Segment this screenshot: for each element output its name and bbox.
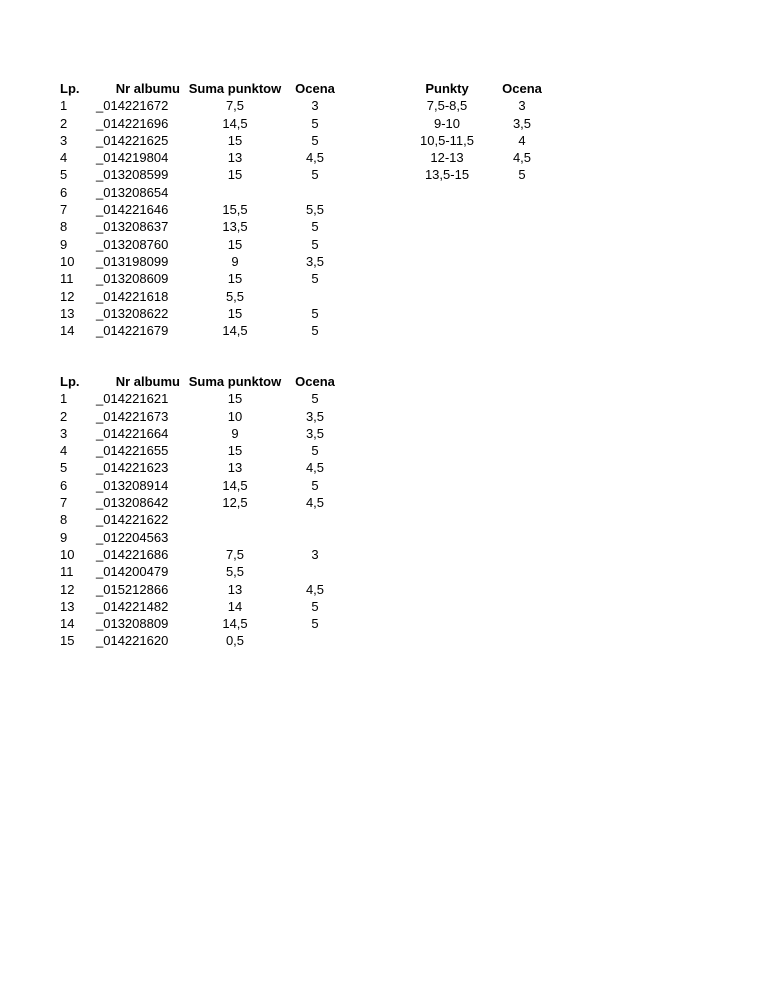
cell-nr-albumu: _012204563: [96, 529, 169, 545]
cell-lp: 2: [60, 115, 68, 131]
cell-suma-punktow: [180, 529, 290, 546]
cell-suma-punktow: 15: [227, 167, 243, 183]
results-table-2: [60, 373, 340, 650]
cell-ocena: [290, 511, 340, 528]
cell-nr-albumu: _013208599: [96, 167, 169, 183]
table-row: [60, 236, 340, 253]
cell-ocena: 3,5: [512, 115, 532, 131]
cell-suma-punktow: 15: [227, 271, 243, 287]
table-row: [60, 270, 340, 287]
cell-nr-albumu: _014221625: [96, 132, 169, 148]
cell-suma-punktow: 14,5: [222, 115, 248, 131]
cell-nr-albumu: _015212866: [96, 581, 169, 597]
cell-nr-albumu: _014221621: [96, 391, 169, 407]
cell-nr-albumu: _014221664: [96, 425, 169, 441]
cell-nr-albumu: _014221646: [96, 202, 169, 218]
header-suma-punktow: Suma punktow: [188, 374, 282, 389]
cell-nr-albumu: _014221618: [96, 288, 169, 304]
table-row: [60, 97, 340, 114]
cell-suma-punktow: 7,5: [225, 546, 245, 562]
cell-ocena: 5: [311, 219, 319, 235]
table-row: [60, 184, 340, 201]
cell-ocena: [290, 184, 340, 201]
cell-ocena: 4,5: [512, 150, 532, 166]
cell-lp: 9: [60, 529, 68, 545]
cell-punkty: 13,5-15: [424, 167, 470, 183]
cell-suma-punktow: 5,5: [225, 564, 245, 580]
cell-lp: 3: [60, 132, 68, 148]
cell-nr-albumu: _013208914: [96, 477, 169, 493]
cell-nr-albumu: _014221696: [96, 115, 169, 131]
cell-suma-punktow: 13,5: [222, 219, 248, 235]
cell-lp: 1: [60, 98, 68, 114]
header-ocena: Ocena: [295, 81, 335, 96]
table-header-row: [397, 80, 547, 97]
cell-suma-punktow: 15: [227, 391, 243, 407]
header-punkty: Punkty: [425, 81, 469, 96]
table-row: [60, 442, 340, 459]
cell-ocena: [290, 563, 340, 580]
cell-nr-albumu: _014200479: [96, 564, 169, 580]
header-suma-punktow: Suma punktow: [188, 81, 282, 96]
cell-punkty: 10,5-11,5: [420, 132, 474, 148]
cell-lp: 8: [60, 512, 68, 528]
table-row: [60, 218, 340, 235]
cell-nr-albumu: _014221686: [96, 546, 169, 562]
cell-suma-punktow: 9: [231, 253, 239, 269]
cell-ocena: 5: [311, 115, 319, 131]
cell-nr-albumu: _014221673: [96, 408, 169, 424]
table-row: [60, 632, 340, 649]
cell-lp: 1: [60, 391, 68, 407]
header-ocena: Ocena: [502, 81, 542, 96]
cell-ocena: 4,5: [305, 150, 325, 166]
cell-ocena: 5,5: [305, 202, 325, 218]
cell-nr-albumu: _014221482: [96, 598, 169, 614]
cell-nr-albumu: _013208642: [96, 495, 169, 511]
cell-suma-punktow: 15: [227, 443, 243, 459]
cell-suma-punktow: [180, 184, 290, 201]
cell-lp: 13: [60, 598, 75, 614]
header-lp: Lp.: [60, 374, 80, 389]
table-row: [60, 511, 340, 528]
table-row: [60, 598, 340, 615]
table-row: [60, 615, 340, 632]
cell-lp: 6: [60, 184, 68, 200]
table-header-row: [60, 373, 340, 390]
table-row: [60, 305, 340, 322]
cell-nr-albumu: _014221620: [96, 633, 169, 649]
table-body: [60, 390, 340, 649]
cell-lp: 3: [60, 425, 68, 441]
table-row: [60, 253, 340, 270]
cell-lp: 13: [60, 305, 75, 321]
table-row: [60, 477, 340, 494]
cell-nr-albumu: _013208609: [96, 271, 169, 287]
table-row: [60, 581, 340, 598]
cell-nr-albumu: _014221623: [96, 460, 169, 476]
cell-lp: 14: [60, 616, 75, 632]
cell-lp: 11: [60, 271, 74, 287]
cell-suma-punktow: 10: [227, 408, 243, 424]
cell-ocena: 5: [311, 598, 319, 614]
table-row: [397, 115, 547, 132]
cell-punkty: 7,5-8,5: [426, 98, 468, 114]
cell-ocena: 4,5: [305, 581, 325, 597]
cell-suma-punktow: 13: [227, 460, 243, 476]
table-row: [60, 546, 340, 563]
cell-ocena: 5: [311, 616, 319, 632]
cell-ocena: 5: [311, 323, 319, 339]
table-row: [60, 494, 340, 511]
cell-lp: 9: [60, 236, 68, 252]
cell-suma-punktow: 14,5: [222, 477, 248, 493]
table-row: [60, 425, 340, 442]
table-header-row: [60, 80, 340, 97]
cell-ocena: 4,5: [305, 495, 325, 511]
cell-ocena: 5: [311, 271, 319, 287]
table-row: [60, 132, 340, 149]
cell-ocena: 3: [311, 98, 319, 114]
cell-ocena: 5: [311, 443, 319, 459]
cell-suma-punktow: 14: [227, 598, 243, 614]
cell-nr-albumu: _013208760: [96, 236, 169, 252]
cell-lp: 12: [60, 288, 75, 304]
cell-ocena: [290, 288, 340, 305]
cell-ocena: 5: [518, 167, 526, 183]
cell-lp: 5: [60, 460, 68, 476]
cell-ocena: 3: [518, 98, 526, 114]
grading-scale-table: [397, 80, 547, 184]
cell-suma-punktow: 9: [231, 425, 239, 441]
cell-lp: 2: [60, 408, 68, 424]
cell-ocena: 5: [311, 305, 319, 321]
cell-nr-albumu: _013208622: [96, 305, 169, 321]
cell-ocena: 3,5: [305, 425, 325, 441]
cell-nr-albumu: _013208637: [96, 219, 169, 235]
cell-ocena: 5: [311, 477, 319, 493]
header-nr-albumu: Nr albumu: [115, 374, 180, 389]
table-row: [60, 563, 340, 580]
table-row: [60, 149, 340, 166]
cell-lp: 10: [60, 546, 75, 562]
cell-suma-punktow: 15: [227, 132, 243, 148]
cell-lp: 11: [60, 564, 74, 580]
table-row: [60, 322, 340, 339]
table-row: [60, 390, 340, 407]
cell-lp: 14: [60, 323, 75, 339]
cell-ocena: 5: [311, 132, 319, 148]
cell-ocena: 4: [518, 132, 526, 148]
cell-ocena: 3,5: [305, 408, 325, 424]
cell-nr-albumu: _014221679: [96, 323, 169, 339]
cell-nr-albumu: _014221655: [96, 443, 169, 459]
cell-ocena: 5: [311, 236, 319, 252]
cell-lp: 6: [60, 477, 68, 493]
cell-suma-punktow: 13: [227, 581, 243, 597]
cell-suma-punktow: [180, 511, 290, 528]
cell-lp: 15: [60, 633, 75, 649]
cell-suma-punktow: 12,5: [222, 495, 248, 511]
cell-nr-albumu: _014221672: [96, 98, 169, 114]
cell-suma-punktow: 14,5: [222, 323, 248, 339]
cell-suma-punktow: 15: [227, 236, 243, 252]
cell-lp: 4: [60, 443, 68, 459]
results-table-1: [60, 80, 340, 339]
cell-ocena: 3: [311, 546, 319, 562]
cell-ocena: 5: [311, 167, 319, 183]
cell-nr-albumu: _014219804: [96, 150, 169, 166]
header-nr-albumu: Nr albumu: [115, 81, 180, 96]
cell-lp: 4: [60, 150, 68, 166]
table-row: [60, 201, 340, 218]
cell-punkty: 12-13: [430, 150, 464, 166]
table-row: [60, 166, 340, 183]
cell-suma-punktow: 14,5: [222, 616, 248, 632]
cell-ocena: 3,5: [305, 253, 325, 269]
table-row: [397, 132, 547, 149]
cell-lp: 10: [60, 253, 75, 269]
cell-suma-punktow: 15,5: [222, 202, 248, 218]
header-ocena: Ocena: [295, 374, 335, 389]
cell-lp: 5: [60, 167, 68, 183]
cell-suma-punktow: 5,5: [225, 288, 245, 304]
cell-ocena: 5: [311, 391, 319, 407]
cell-suma-punktow: 0,5: [225, 633, 245, 649]
table-row: [397, 166, 547, 183]
table-row: [60, 459, 340, 476]
table-row: [60, 115, 340, 132]
header-lp: Lp.: [60, 81, 80, 96]
table-row: [397, 149, 547, 166]
table-row: [60, 529, 340, 546]
cell-nr-albumu: _014221622: [96, 512, 169, 528]
cell-lp: 12: [60, 581, 75, 597]
table-row: [397, 97, 547, 114]
cell-punkty: 9-10: [433, 115, 461, 131]
cell-lp: 7: [60, 495, 68, 511]
table-row: [60, 408, 340, 425]
cell-nr-albumu: _013198099: [96, 253, 169, 269]
table-body: [60, 97, 340, 339]
cell-suma-punktow: 7,5: [225, 98, 245, 114]
cell-nr-albumu: _013208654: [96, 184, 169, 200]
cell-ocena: [290, 529, 340, 546]
cell-ocena: 4,5: [305, 460, 325, 476]
table-body: [397, 97, 547, 183]
cell-ocena: [290, 632, 340, 649]
cell-lp: 8: [60, 219, 68, 235]
cell-suma-punktow: 13: [227, 150, 243, 166]
cell-lp: 7: [60, 202, 68, 218]
cell-nr-albumu: _013208809: [96, 616, 169, 632]
cell-suma-punktow: 15: [227, 305, 243, 321]
table-row: [60, 288, 340, 305]
